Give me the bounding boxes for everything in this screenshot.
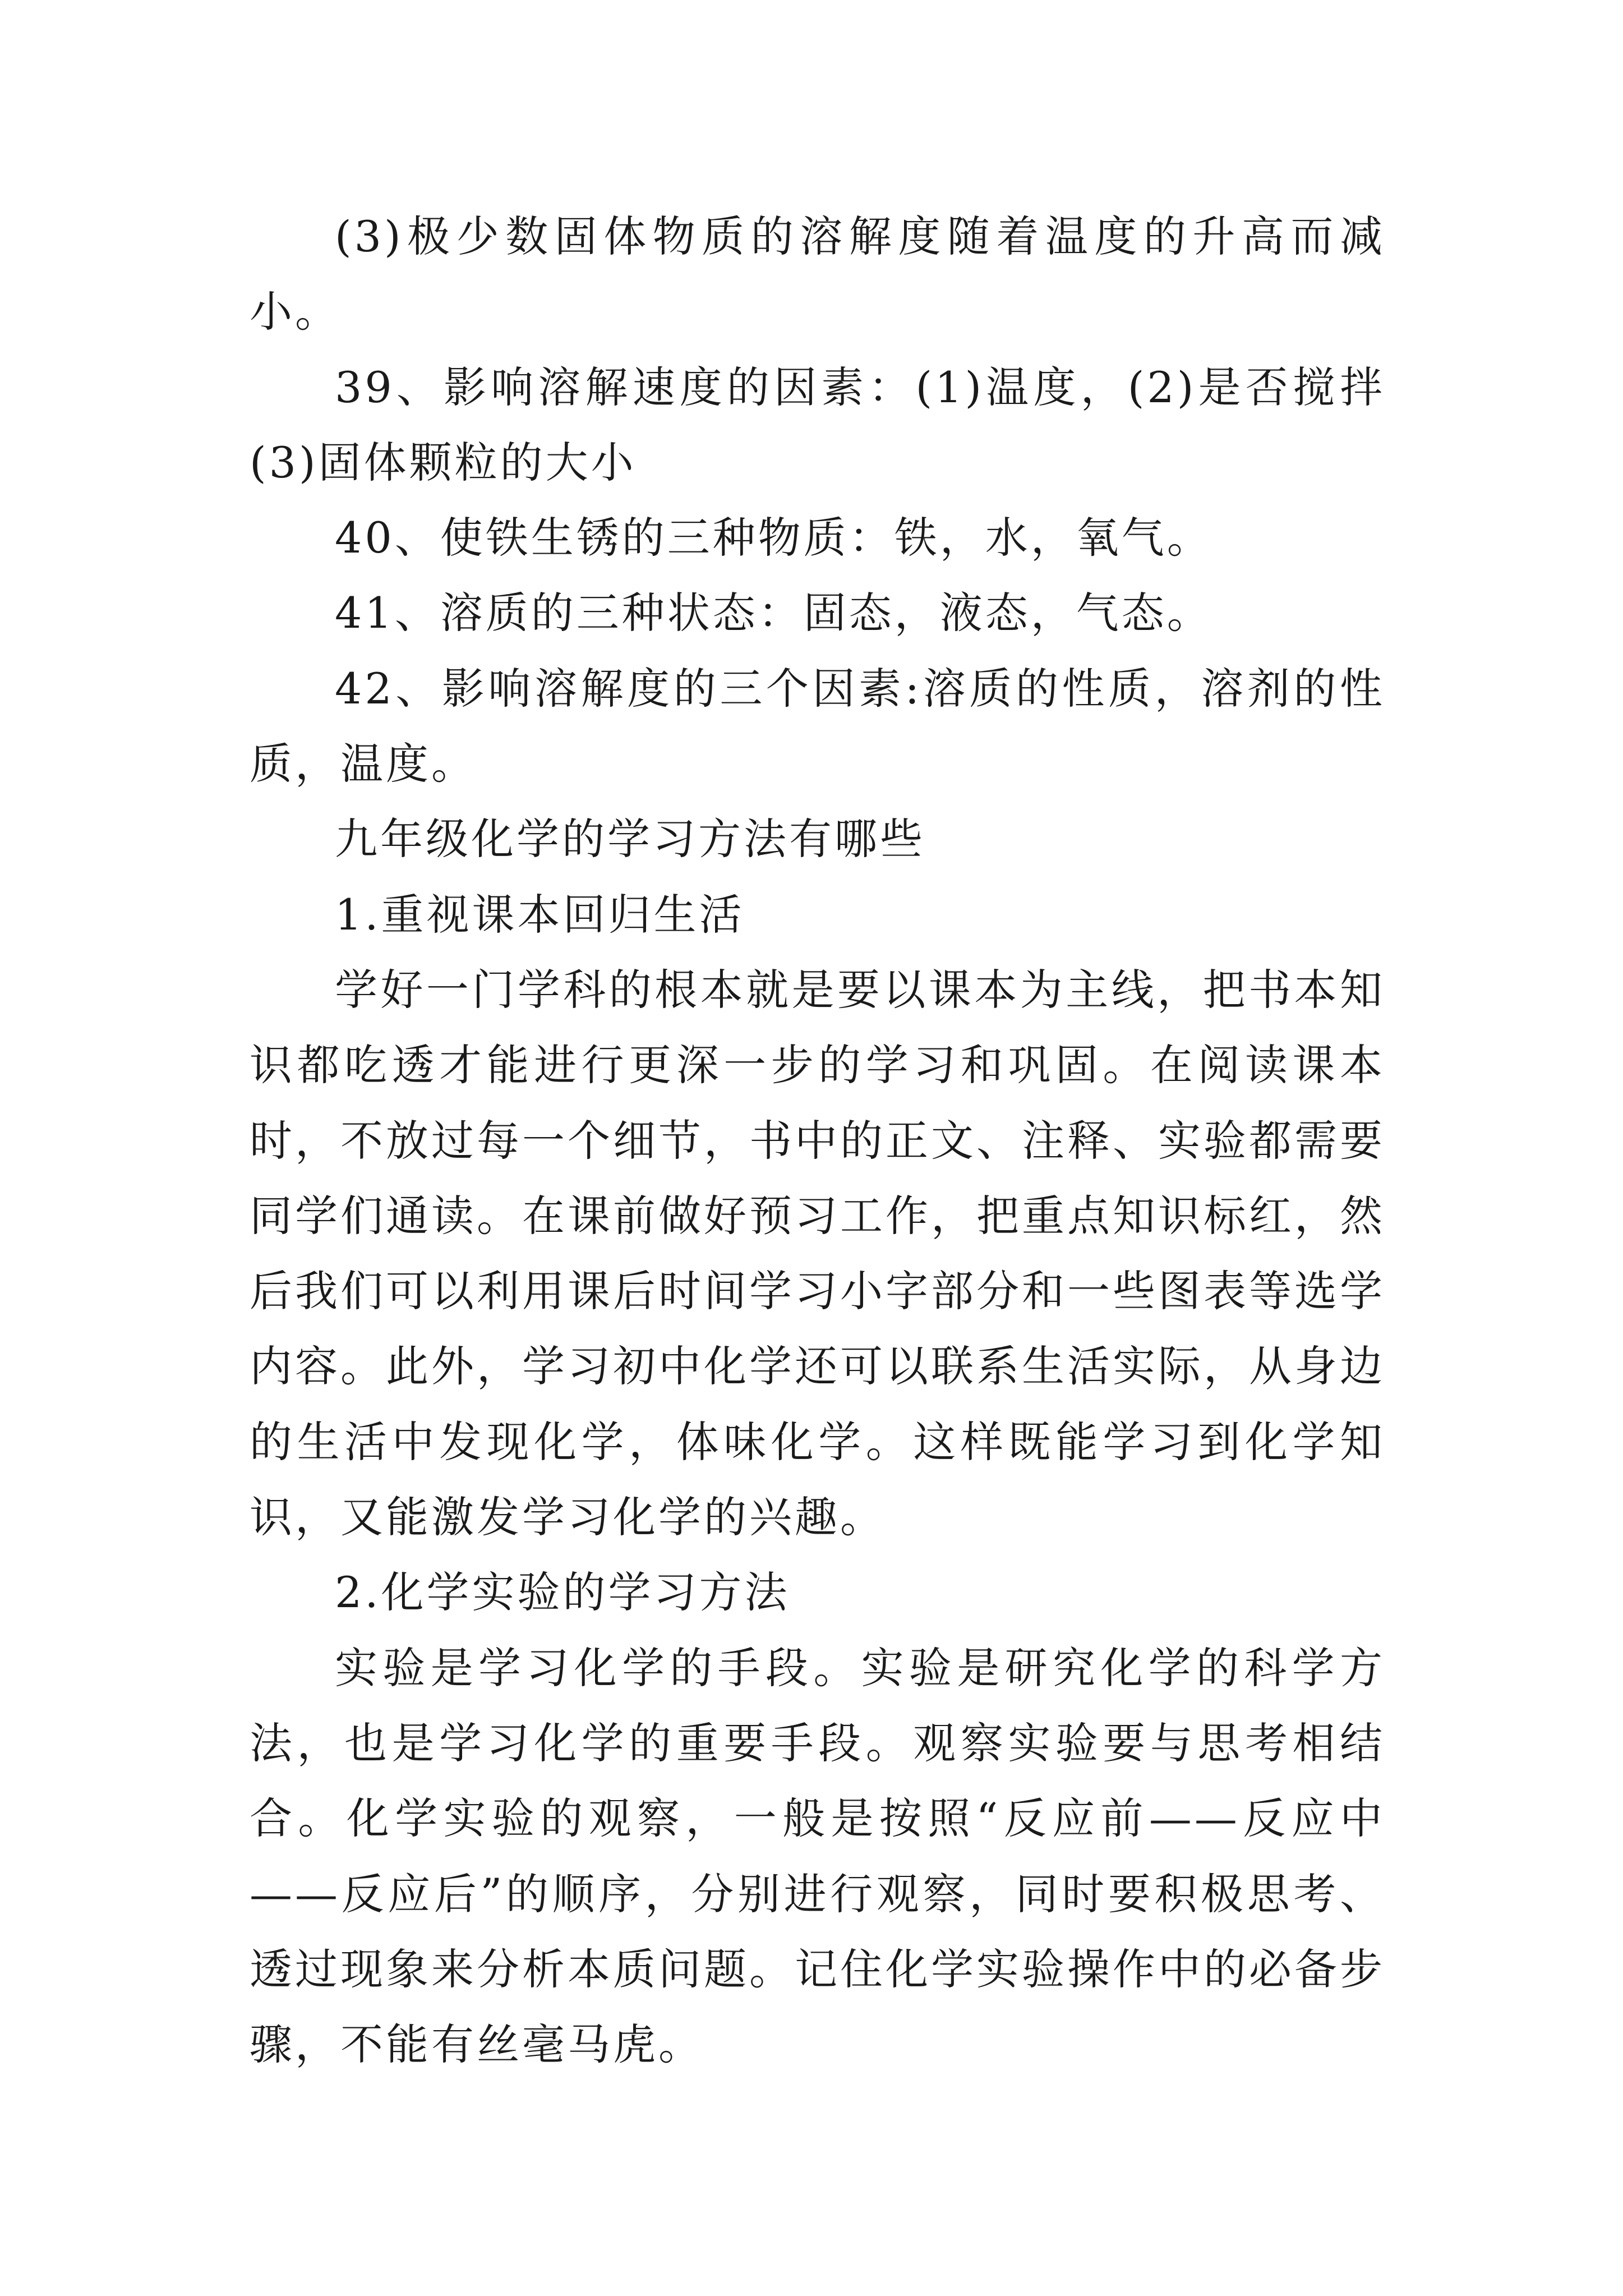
section-heading: 九年级化学的学习方法有哪些 [335, 814, 925, 864]
paragraph-item-40: 40、使铁生锈的三种物质：铁，水，氧气。 [335, 513, 1212, 563]
paragraph-item-39: 39、影响溶解速度的因素：(1)温度，(2)是否搅拌(3)固体颗粒的大小 [250, 362, 1385, 487]
subheading-1: 1.重视课本回归生活 [335, 889, 745, 940]
paragraph-solubility-note: (3)极少数固体物质的溶解度随着温度的升高而减小。 [250, 211, 1385, 337]
paragraph-item-42: 42、影响溶解度的三个因素:溶质的性质，溶剂的性质，温度。 [250, 663, 1385, 789]
paragraph-experiment-method: 实验是学习化学的手段。实验是研究化学的科学方法，也是学习化学的重要手段。观察实验要与思考相结合。化学实验的观察，一般是按照“反应前——反应中——反应后”的顺序，分别进行观察，同时要积极思考、透过现象来分析本质问题。记住化学实验操作中的必备步骤，不能有丝毫马虎。 [250, 1642, 1385, 2070]
paragraph-textbook-method: 学好一门学科的根本就是要以课本为主线，把书本知识都吃透才能进行更深一步的学习和巩固。在阅读课本时，不放过每一个细节，书中的正文、注释、实验都需要同学们通读。在课前做好预习工作，把重点知识标红，然后我们可以利用课后时间学习小字部分和一些图表等选学内容。此外，学习初中化学还可以联系生活实际，从身边的生活中发现化学，体味化学。这样既能学习到化学知识，又能激发学习化学的兴趣。 [250, 964, 1385, 1543]
paragraph-item-41: 41、溶质的三种状态：固态，液态，气态。 [335, 588, 1212, 638]
subheading-2: 2.化学实验的学习方法 [335, 1567, 790, 1618]
document-body [250, 199, 1385, 2082]
